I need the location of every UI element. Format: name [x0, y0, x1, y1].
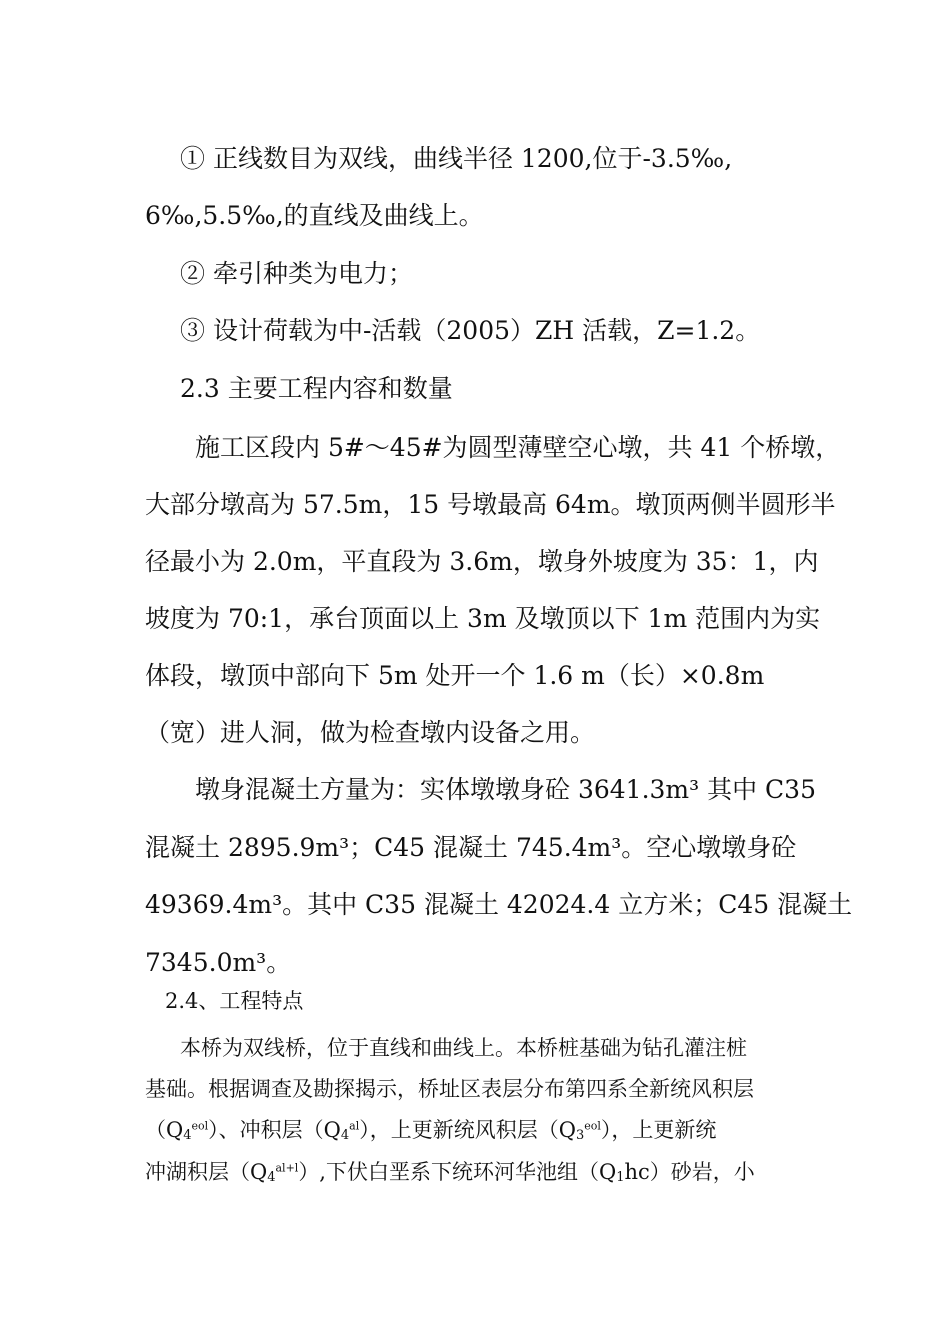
param-item-2: ② 牵引种类为电力；	[180, 259, 413, 288]
superscript: al	[349, 1119, 360, 1133]
paragraph-line: 混凝土 2895.9m³；C45 混凝土 745.4m³。空心墩墩身砼	[145, 833, 797, 862]
text-run: hc）砂岩，小	[624, 1160, 755, 1184]
paragraph-line: （宽）进人洞，做为检查墩内设备之用。	[145, 718, 596, 747]
paragraph-line: 径最小为 2.0m，平直段为 3.6m，墩身外坡度为 35：1，内	[145, 547, 819, 576]
text-run: ）、冲积层（Q	[208, 1118, 341, 1142]
paragraph-line: 基础。根据调查及勘探揭示，桥址区表层分布第四系全新统风积层	[145, 1077, 754, 1101]
subscript: 1	[616, 1169, 625, 1185]
paragraph-line: 本桥为双线桥，位于直线和曲线上。本桥桩基础为钻孔灌注桩	[180, 1036, 747, 1060]
text-run: 冲湖积层（Q	[145, 1160, 268, 1184]
text-run: ）,下伏白垩系下统环河华池组（Q	[298, 1160, 617, 1184]
paragraph-line: 墩身混凝土方量为：实体墩墩身砼 3641.3m³ 其中 C35	[195, 775, 816, 804]
text-run: ），上更新统风积层（Q	[359, 1118, 576, 1142]
paragraph-line: 7345.0m³。	[145, 948, 292, 977]
param-item-1-line-1: ① 正线数目为双线，曲线半径 1200,位于-3.5‰,	[180, 144, 733, 173]
text-run: （Q	[145, 1118, 184, 1142]
subscript: 4	[267, 1169, 276, 1185]
superscript: eol	[584, 1119, 601, 1133]
geology-line-3	[145, 1120, 716, 1142]
text-run: ），上更新统	[600, 1118, 717, 1142]
section-heading-2-3: 2.3 主要工程内容和数量	[180, 374, 453, 403]
paragraph-line: 49369.4m³。其中 C35 混凝土 42024.4 立方米；C45 混凝土	[145, 890, 853, 919]
paragraph-line: 大部分墩高为 57.5m，15 号墩最高 64m。墩顶两侧半圆形半	[145, 490, 836, 519]
subscript: 4	[183, 1127, 192, 1143]
subscript: 4	[340, 1127, 350, 1143]
paragraph-line: 坡度为 70:1，承台顶面以上 3m 及墩顶以下 1m 范围内为实	[145, 604, 821, 633]
paragraph-line: 施工区段内 5#～45#为圆型薄壁空心墩，共 41 个桥墩，	[195, 433, 841, 462]
section-heading-2-4: 2.4、工程特点	[165, 989, 304, 1013]
subscript: 3	[575, 1127, 585, 1143]
param-item-1-line-2: 6‰,5.5‰,的直线及曲线上。	[145, 201, 484, 230]
superscript: eol	[191, 1119, 209, 1133]
geology-line-4	[145, 1162, 755, 1184]
superscript: al+l	[275, 1161, 299, 1175]
param-item-3: ③ 设计荷载为中-活载（2005）ZH 活载，Z=1.2。	[180, 316, 761, 345]
paragraph-line: 体段，墩顶中部向下 5m 处开一个 1.6 m（长）×0.8m	[145, 661, 765, 690]
